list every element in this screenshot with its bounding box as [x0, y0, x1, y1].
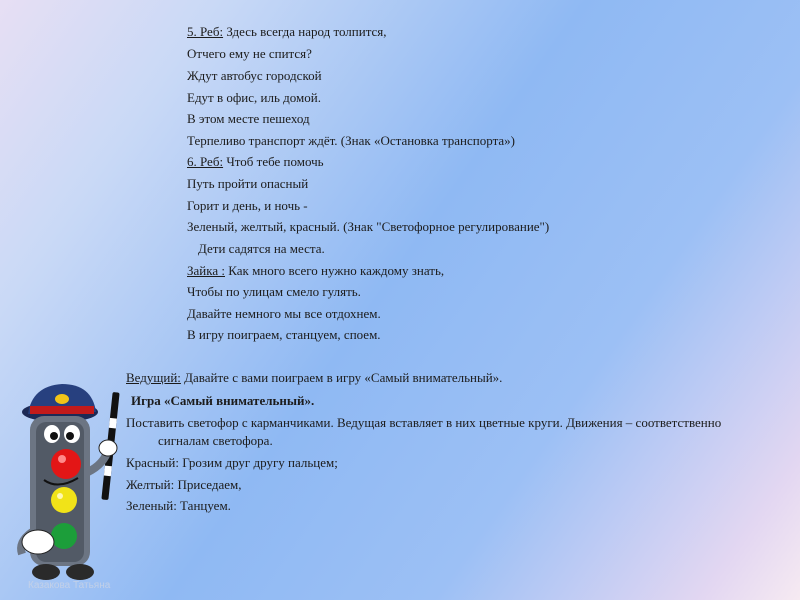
host-label: Ведущий:: [126, 370, 181, 385]
poem-line: 5. Реб: Здесь всегда народ толпится,: [187, 24, 387, 39]
poem-line: Отчего ему не спится?: [187, 46, 312, 61]
stage-direction: Дети садятся на места.: [198, 241, 325, 256]
poem-line: 6. Реб: Чтоб тебе помочь: [187, 154, 324, 169]
game-instructions: Поставить светофор с карманчиками. Ведущая вставляет в них цветные круги. Движения – соответственно сигналам светофора.: [126, 415, 722, 448]
poem-line: В игру поиграем, станцуем, споем.: [187, 327, 381, 342]
game-title: Игра «Самый внимательный».: [131, 393, 315, 408]
author-watermark: Казакова Татьяна: [28, 580, 111, 591]
poem-line: Горит и день, и ночь -: [187, 198, 308, 213]
poem-line: Едут в офис, иль домой.: [187, 90, 321, 105]
host-line: Ведущий: Давайте с вами поиграем в игру «Самый внимательный».: [126, 370, 503, 385]
poem-line: Чтобы по улицам смело гулять.: [187, 284, 361, 299]
poem-line: Ждут автобус городской: [187, 68, 322, 83]
poem-line: Зеленый, желтый, красный. (Знак "Светофорное регулирование"): [187, 219, 550, 234]
speaker-label: 6. Реб:: [187, 154, 224, 169]
poem-line: Давайте немного мы все отдохнем.: [187, 306, 381, 321]
poem-line: В этом месте пешеход: [187, 111, 310, 126]
rule-yellow: Желтый: Приседаем,: [126, 477, 242, 492]
traffic-light-cartoon-icon: [8, 372, 128, 592]
speaker-label: 5. Реб:: [187, 24, 224, 39]
poem-line: Зайка : Как много всего нужно каждому знать,: [187, 263, 445, 278]
speaker-label: Зайка :: [187, 263, 225, 278]
rule-red: Красный: Грозим друг другу пальцем;: [126, 455, 338, 470]
poem-line: Путь пройти опасный: [187, 176, 309, 191]
poem-line: Терпеливо транспорт ждёт. (Знак «Остановка транспорта»): [187, 133, 516, 148]
rule-green: Зеленый: Танцуем.: [126, 498, 231, 513]
